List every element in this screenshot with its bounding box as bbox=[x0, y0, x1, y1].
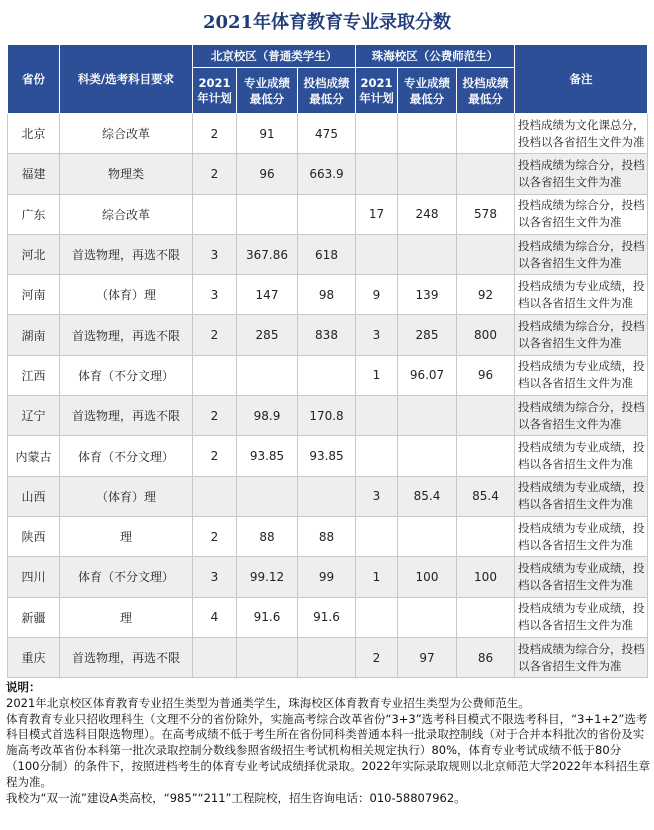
table-row bbox=[8, 275, 648, 315]
cell-note: 投档成绩为综合分，投档以各省招生文件为准 bbox=[515, 234, 648, 274]
cell-category: 综合改革 bbox=[60, 194, 193, 234]
table-row bbox=[8, 597, 648, 637]
cell-bj-major-score bbox=[237, 194, 298, 234]
cell-bj-plan: 4 bbox=[193, 597, 237, 637]
cell-province: 辽宁 bbox=[8, 396, 60, 436]
cell-zh-major-score bbox=[398, 516, 457, 556]
cell-zh-plan: 9 bbox=[356, 275, 398, 315]
cell-zh-plan bbox=[356, 436, 398, 476]
table-row bbox=[8, 355, 648, 395]
cell-bj-major-score: 91.6 bbox=[237, 597, 298, 637]
cell-bj-plan: 3 bbox=[193, 234, 237, 274]
cell-category: （体育）理 bbox=[60, 476, 193, 516]
header-zh-plan: 2021 年计划 bbox=[356, 68, 398, 114]
cell-bj-plan: 3 bbox=[193, 557, 237, 597]
cell-bj-plan bbox=[193, 194, 237, 234]
cell-zh-major-score: 85.4 bbox=[398, 476, 457, 516]
cell-note: 投档成绩为专业成绩，投档以各省招生文件为准 bbox=[515, 436, 648, 476]
cell-zh-major-score bbox=[398, 436, 457, 476]
notes-paragraph-1: 2021年北京校区体育教育专业招生类型为普通类学生，珠海校区体育教育专业招生类型为公费师范生。 bbox=[6, 695, 530, 710]
cell-bj-major-score bbox=[237, 637, 298, 677]
cell-zh-major-score bbox=[398, 234, 457, 274]
table-row bbox=[8, 194, 648, 234]
cell-province: 福建 bbox=[8, 154, 60, 194]
cell-bj-major-score: 91 bbox=[237, 114, 298, 154]
notes-section bbox=[6, 680, 650, 806]
cell-bj-major-score bbox=[237, 476, 298, 516]
admission-score-table bbox=[7, 44, 648, 678]
cell-bj-file-score bbox=[298, 637, 356, 677]
cell-bj-file-score: 618 bbox=[298, 234, 356, 274]
cell-bj-file-score: 170.8 bbox=[298, 396, 356, 436]
header-note: 备注 bbox=[515, 45, 648, 114]
cell-zh-plan bbox=[356, 516, 398, 556]
cell-province: 重庆 bbox=[8, 637, 60, 677]
cell-province: 广东 bbox=[8, 194, 60, 234]
cell-zh-file-score: 100 bbox=[457, 557, 515, 597]
cell-bj-file-score: 663.9 bbox=[298, 154, 356, 194]
cell-zh-file-score bbox=[457, 114, 515, 154]
cell-zh-plan bbox=[356, 114, 398, 154]
cell-zh-major-score: 139 bbox=[398, 275, 457, 315]
cell-category: （体育）理 bbox=[60, 275, 193, 315]
cell-note: 投档成绩为专业成绩，投档以各省招生文件为准 bbox=[515, 557, 648, 597]
cell-note: 投档成绩为专业成绩，投档以各省招生文件为准 bbox=[515, 597, 648, 637]
cell-province: 山西 bbox=[8, 476, 60, 516]
cell-zh-file-score: 578 bbox=[457, 194, 515, 234]
notes-label: 说明： bbox=[6, 680, 41, 694]
cell-bj-file-score bbox=[298, 194, 356, 234]
cell-category: 首选物理，再选不限 bbox=[60, 637, 193, 677]
cell-zh-plan: 1 bbox=[356, 557, 398, 597]
cell-zh-file-score bbox=[457, 436, 515, 476]
cell-bj-major-score: 285 bbox=[237, 315, 298, 355]
header-campus-beijing: 北京校区（普通类学生） bbox=[193, 45, 356, 68]
cell-note: 投档成绩为专业成绩，投档以各省招生文件为准 bbox=[515, 476, 648, 516]
cell-province: 四川 bbox=[8, 557, 60, 597]
cell-province: 新疆 bbox=[8, 597, 60, 637]
cell-zh-plan bbox=[356, 597, 398, 637]
cell-bj-major-score: 98.9 bbox=[237, 396, 298, 436]
header-zh-file-score: 投档成绩 最低分 bbox=[457, 68, 515, 114]
cell-category: 首选物理，再选不限 bbox=[60, 234, 193, 274]
cell-zh-file-score: 96 bbox=[457, 355, 515, 395]
table-row bbox=[8, 114, 648, 154]
cell-zh-major-score: 285 bbox=[398, 315, 457, 355]
cell-zh-file-score: 800 bbox=[457, 315, 515, 355]
table-row bbox=[8, 154, 648, 194]
header-campus-zhuhai: 珠海校区（公费师范生） bbox=[356, 45, 515, 68]
cell-bj-major-score: 96 bbox=[237, 154, 298, 194]
cell-bj-plan: 2 bbox=[193, 396, 237, 436]
page-title: 2021年体育教育专业录取分数 bbox=[202, 12, 452, 33]
cell-bj-file-score bbox=[298, 476, 356, 516]
cell-bj-plan: 2 bbox=[193, 114, 237, 154]
cell-bj-plan: 3 bbox=[193, 275, 237, 315]
table-row bbox=[8, 234, 648, 274]
cell-bj-file-score: 475 bbox=[298, 114, 356, 154]
notes-paragraph-2: 体育教育专业只招收理科生（文理不分的省份除外，实施高考综合改革省份“3+3”选考科目模式不限选考科目，“3+1+2”选考科目模式首选科目限选物理）。在高考成绩不低于考生所在省份同科类普通本科一批录取控制线（对于合并本科批次的省份及实施高考改革省份本科第一批次录取控制分数线参照省级招生考试机构相关规定执行）80%，体育专业考试成绩不低于80分（100分制）的条件下，按照进档考生的体育专业考试成绩择优录取。2022年实际录取规则以北京师范大学2022年本科招生章程为准。 bbox=[6, 711, 650, 789]
table-row bbox=[8, 436, 648, 476]
cell-province: 江西 bbox=[8, 355, 60, 395]
cell-bj-major-score: 88 bbox=[237, 516, 298, 556]
cell-zh-file-score bbox=[457, 396, 515, 436]
cell-bj-plan bbox=[193, 355, 237, 395]
cell-zh-file-score bbox=[457, 516, 515, 556]
cell-bj-major-score bbox=[237, 355, 298, 395]
header-bj-plan: 2021 年计划 bbox=[193, 68, 237, 114]
cell-bj-plan: 2 bbox=[193, 154, 237, 194]
cell-category: 体育（不分文理） bbox=[60, 557, 193, 597]
cell-category: 体育（不分文理） bbox=[60, 436, 193, 476]
cell-bj-file-score bbox=[298, 355, 356, 395]
cell-category: 理 bbox=[60, 516, 193, 556]
cell-bj-plan: 2 bbox=[193, 516, 237, 556]
cell-zh-file-score: 86 bbox=[457, 637, 515, 677]
cell-bj-plan bbox=[193, 637, 237, 677]
cell-bj-plan: 2 bbox=[193, 315, 237, 355]
cell-category: 综合改革 bbox=[60, 114, 193, 154]
cell-category: 首选物理，再选不限 bbox=[60, 315, 193, 355]
notes-paragraph-3: 我校为“双一流”建设A类高校，“985”“211”工程院校，招生咨询电话：010-58807962。 bbox=[6, 790, 466, 805]
cell-zh-major-score bbox=[398, 114, 457, 154]
cell-zh-file-score bbox=[457, 597, 515, 637]
cell-province: 内蒙古 bbox=[8, 436, 60, 476]
cell-zh-major-score: 96.07 bbox=[398, 355, 457, 395]
table-body bbox=[8, 114, 648, 678]
cell-bj-major-score: 93.85 bbox=[237, 436, 298, 476]
cell-note: 投档成绩为专业成绩，投档以各省招生文件为准 bbox=[515, 275, 648, 315]
cell-zh-major-score bbox=[398, 154, 457, 194]
cell-note: 投档成绩为综合分，投档以各省招生文件为准 bbox=[515, 637, 648, 677]
cell-category: 体育（不分文理） bbox=[60, 355, 193, 395]
cell-bj-file-score: 838 bbox=[298, 315, 356, 355]
cell-zh-major-score: 248 bbox=[398, 194, 457, 234]
cell-zh-file-score bbox=[457, 234, 515, 274]
table-row bbox=[8, 396, 648, 436]
cell-zh-plan: 1 bbox=[356, 355, 398, 395]
cell-zh-major-score bbox=[398, 396, 457, 436]
cell-bj-file-score: 91.6 bbox=[298, 597, 356, 637]
cell-zh-plan bbox=[356, 396, 398, 436]
cell-zh-major-score: 97 bbox=[398, 637, 457, 677]
cell-zh-file-score: 92 bbox=[457, 275, 515, 315]
cell-bj-file-score: 99 bbox=[298, 557, 356, 597]
cell-bj-major-score: 367.86 bbox=[237, 234, 298, 274]
cell-province: 河南 bbox=[8, 275, 60, 315]
table-row bbox=[8, 315, 648, 355]
cell-province: 北京 bbox=[8, 114, 60, 154]
cell-bj-file-score: 93.85 bbox=[298, 436, 356, 476]
cell-zh-plan: 3 bbox=[356, 315, 398, 355]
cell-bj-file-score: 88 bbox=[298, 516, 356, 556]
cell-province: 河北 bbox=[8, 234, 60, 274]
cell-note: 投档成绩为综合分，投档以各省招生文件为准 bbox=[515, 396, 648, 436]
cell-zh-major-score: 100 bbox=[398, 557, 457, 597]
table-row bbox=[8, 637, 648, 677]
cell-province: 湖南 bbox=[8, 315, 60, 355]
table-row bbox=[8, 476, 648, 516]
cell-zh-file-score bbox=[457, 154, 515, 194]
cell-category: 理 bbox=[60, 597, 193, 637]
cell-province: 陕西 bbox=[8, 516, 60, 556]
cell-zh-plan bbox=[356, 154, 398, 194]
cell-note: 投档成绩为综合分，投档以各省招生文件为准 bbox=[515, 154, 648, 194]
cell-bj-file-score: 98 bbox=[298, 275, 356, 315]
header-bj-file-score: 投档成绩 最低分 bbox=[298, 68, 356, 114]
cell-zh-plan: 3 bbox=[356, 476, 398, 516]
header-bj-major-score: 专业成绩 最低分 bbox=[237, 68, 298, 114]
cell-note: 投档成绩为综合分，投档以各省招生文件为准 bbox=[515, 194, 648, 234]
cell-zh-major-score bbox=[398, 597, 457, 637]
cell-zh-plan: 17 bbox=[356, 194, 398, 234]
cell-zh-file-score: 85.4 bbox=[457, 476, 515, 516]
cell-zh-plan: 2 bbox=[356, 637, 398, 677]
cell-bj-major-score: 99.12 bbox=[237, 557, 298, 597]
cell-note: 投档成绩为综合分，投档以各省招生文件为准 bbox=[515, 315, 648, 355]
header-zh-major-score: 专业成绩 最低分 bbox=[398, 68, 457, 114]
cell-note: 投档成绩为专业成绩，投档以各省招生文件为准 bbox=[515, 355, 648, 395]
cell-note: 投档成绩为文化课总分，投档以各省招生文件为准 bbox=[515, 114, 648, 154]
header-province: 省份 bbox=[8, 45, 60, 114]
cell-category: 首选物理，再选不限 bbox=[60, 396, 193, 436]
cell-bj-major-score: 147 bbox=[237, 275, 298, 315]
header-category: 科类/选考科目要求 bbox=[60, 45, 193, 114]
cell-category: 物理类 bbox=[60, 154, 193, 194]
cell-note: 投档成绩为专业成绩，投档以各省招生文件为准 bbox=[515, 516, 648, 556]
cell-bj-plan: 2 bbox=[193, 436, 237, 476]
cell-bj-plan bbox=[193, 476, 237, 516]
cell-zh-plan bbox=[356, 234, 398, 274]
table-row bbox=[8, 557, 648, 597]
table-row bbox=[8, 516, 648, 556]
